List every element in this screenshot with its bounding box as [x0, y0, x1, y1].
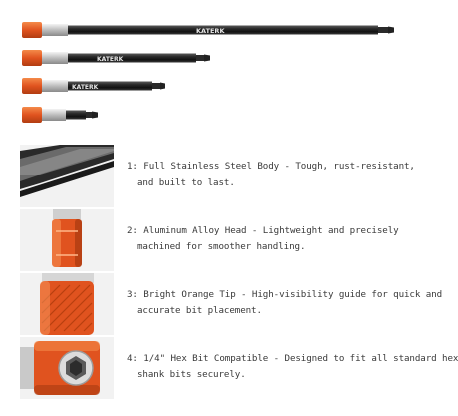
feature-text [127, 223, 397, 255]
stainless-body-closeup-icon [20, 145, 114, 207]
bit-short [22, 107, 98, 123]
feature-detail-line: shank bits securely. [137, 369, 246, 380]
bit-medium [22, 78, 165, 94]
aluminum-head-closeup-icon [20, 209, 114, 271]
brand-mark: KATERK [97, 56, 124, 63]
brand-mark: KATERK [196, 27, 225, 35]
hex-socket-closeup-icon [20, 337, 114, 399]
orange-tip-closeup-icon [20, 273, 114, 335]
feature-text [127, 351, 458, 383]
bit-long [22, 22, 394, 38]
feature-title-line: 1: Full Stainless Steel Body - Tough, rust-resistant, [127, 161, 415, 172]
feature-detail-line: machined for smoother handling. [137, 241, 306, 252]
feature-detail-line: and built to last. [137, 177, 235, 188]
feature-title-line: 2: Aluminum Alloy Head - Lightweight and precisely [127, 225, 399, 236]
feature-row-2 [0, 209, 416, 271]
feature-detail-line: accurate bit placement. [137, 305, 262, 316]
feature-title-line: 3: Bright Orange Tip - High-visibility guide for quick and [127, 289, 443, 300]
feature-row-3 [0, 273, 443, 335]
feature-row-1 [0, 145, 416, 207]
bit-medium-long [22, 50, 210, 66]
extension-bit-set [0, 0, 416, 135]
feature-text [127, 287, 443, 319]
feature-title-line: 4: 1/4" Hex Bit Compatible - Designed to fit all standard hex [127, 353, 458, 364]
feature-text [127, 159, 415, 191]
brand-mark: KATERK [72, 84, 99, 91]
feature-row-4 [0, 337, 458, 399]
